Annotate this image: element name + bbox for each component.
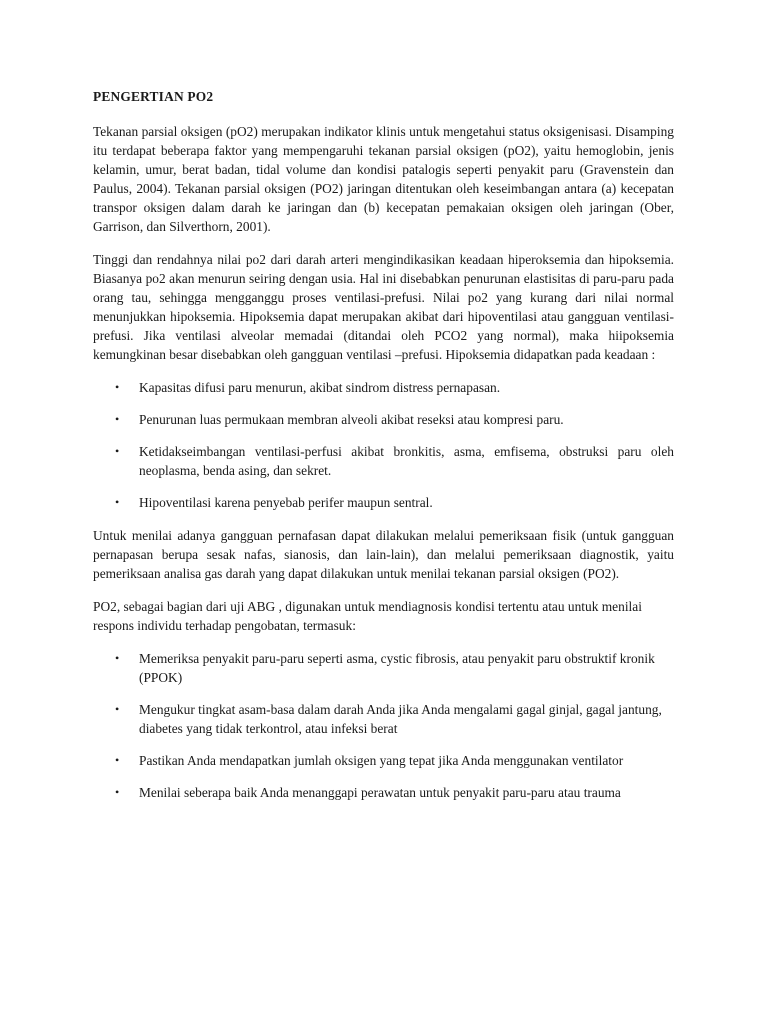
list-item-text: Mengukur tingkat asam-basa dalam darah Anda jika Anda mengalami gagal ginjal, gagal jantung, diabetes yang tidak terkontrol, atau infeksi berat	[139, 702, 662, 736]
bullet-icon: •	[115, 785, 120, 799]
bullet-icon: •	[115, 651, 120, 665]
bullet-icon: •	[115, 412, 120, 426]
paragraph-assessment: Untuk menilai adanya gangguan pernafasan dapat dilakukan melalui pemeriksaan fisik (untuk gangguan pernapasan berupa sesak nafas, sianosis, dan lain-lain), dan melalui pemeriksaan diagnostik, yaitu pemeriksaan analisa gas darah yang dapat dilakukan untuk menilai tekanan parsial oksigen (PO2).	[93, 528, 674, 581]
list-item	[93, 410, 674, 429]
page-title: PENGERTIAN PO2	[93, 89, 214, 104]
hipoksemia-conditions-list	[93, 378, 674, 512]
document-page	[93, 87, 674, 816]
bullet-icon: •	[115, 444, 120, 458]
list-item	[93, 751, 674, 770]
list-item-text: Ketidakseimbangan ventilasi-perfusi akibat bronkitis, asma, emfisema, obstruksi paru oleh neoplasma, benda asing, dan sekret.	[139, 444, 674, 478]
list-item-text: Pastikan Anda mendapatkan jumlah oksigen yang tepat jika Anda menggunakan ventilator	[139, 753, 624, 768]
list-item	[93, 783, 674, 802]
paragraph-definition: Tekanan parsial oksigen (pO2) merupakan indikator klinis untuk mengetahui status oksigenisasi. Disamping itu terdapat beberapa faktor yang mempengaruhi tekanan parsial oksigen (pO2), yaitu hemoglobin, jenis kelamin, umur, berat badan, tidal volume dan kondisi patalogis seperti penyakit paru (Gravenstein dan Paulus, 2004). Tekanan parsial oksigen (PO2) jaringan ditentukan oleh keseimbangan antara (a) kecepatan transpor oksigen dalam darah ke jaringan dan (b) kecepatan pemakaian oksigen oleh jaringan (Ober, Garrison, dan Silverthorn, 2001).	[93, 124, 674, 234]
list-item-text: Penurunan luas permukaan membran alveoli akibat reseksi atau kompresi paru.	[139, 412, 564, 427]
bullet-icon: •	[115, 753, 120, 767]
bullet-icon: •	[115, 380, 120, 394]
list-item-text: Menilai seberapa baik Anda menanggapi perawatan untuk penyakit paru-paru atau trauma	[139, 785, 621, 800]
list-item-text: Memeriksa penyakit paru-paru seperti asma, cystic fibrosis, atau penyakit paru obstruktif kronik (PPOK)	[139, 651, 655, 685]
bullet-icon: •	[115, 702, 120, 716]
list-item	[93, 493, 674, 512]
list-item	[93, 649, 674, 687]
abg-uses-list	[93, 649, 674, 802]
list-item	[93, 442, 674, 480]
bullet-icon: •	[115, 495, 120, 509]
list-item	[93, 378, 674, 397]
list-item	[93, 700, 674, 738]
list-item-text: Hipoventilasi karena penyebab perifer maupun sentral.	[139, 495, 433, 510]
paragraph-hipoksemia: Tinggi dan rendahnya nilai po2 dari darah arteri mengindikasikan keadaan hiperoksemia dan hipoksemia. Biasanya po2 akan menurun seiring dengan usia. Hal ini disebabkan penurunan elastisitas di paru-paru pada orang tau, sehingga mengganggu proses ventilasi-prefusi. Nilai po2 yang kurang dari nilai normal menunjukkan hipoksemia. Hipoksemia dapat merupakan akibat dari hipoventilasi atau gangguan ventilasi-prefusi. Jika ventilasi alveolar memadai (ditandai oleh PCO2 yang normal), maka hiipoksemia kemungkinan besar disebabkan oleh gangguan ventilasi –prefusi. Hipoksemia didapatkan pada keadaan :	[93, 252, 674, 362]
list-item-text: Kapasitas difusi paru menurun, akibat sindrom distress pernapasan.	[139, 380, 501, 395]
paragraph-abg-intro: PO2, sebagai bagian dari uji ABG , digunakan untuk mendiagnosis kondisi tertentu atau untuk menilai respons individu terhadap pengobatan, termasuk:	[93, 599, 642, 633]
